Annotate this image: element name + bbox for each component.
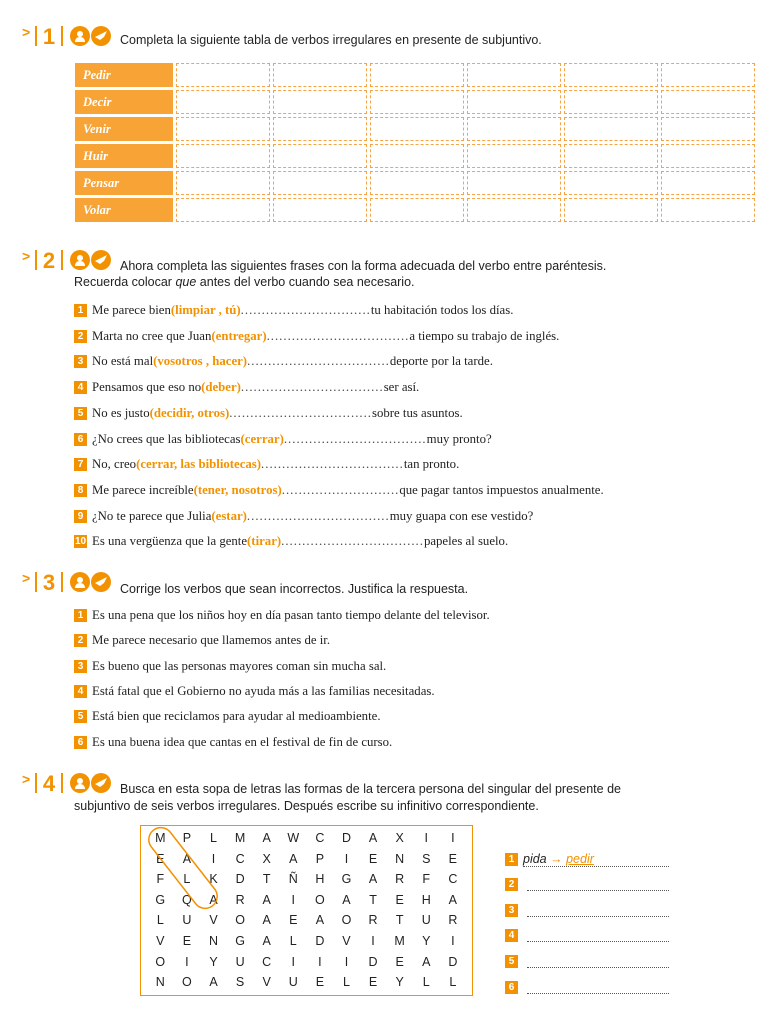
grid-letter[interactable]: C: [315, 831, 325, 845]
sentence-text: Está fatal que el Gobierno no ayuda más a las familias necesitadas.: [92, 683, 435, 698]
sentence-item: [74, 380, 419, 395]
grid-letter[interactable]: I: [318, 954, 322, 969]
grid-letter[interactable]: A: [262, 831, 271, 845]
grid-letter[interactable]: F: [422, 872, 431, 887]
section-3-header: [22, 572, 468, 597]
section-number: 4: [42, 771, 56, 796]
verb-hint: (limpiar , tú): [170, 303, 241, 317]
sentence-text: ¿No te parece que Julia: [92, 508, 212, 523]
grid-letter[interactable]: R: [448, 913, 458, 928]
item-number-badge: 4: [74, 685, 87, 698]
grid-letter[interactable]: E: [368, 975, 378, 990]
grid-letter[interactable]: E: [395, 892, 404, 907]
grid-letter[interactable]: D: [235, 872, 245, 887]
grid-letter[interactable]: C: [262, 954, 272, 969]
answer-blank[interactable]: ..................................: [246, 508, 390, 523]
item-number-badge: 4: [74, 381, 87, 394]
item-number-badge: 3: [505, 904, 518, 917]
chevron-icon: >: [22, 570, 31, 586]
grid-letter[interactable]: A: [315, 913, 325, 928]
grid-letter[interactable]: A: [262, 913, 271, 928]
verb-answer-cell[interactable]: [564, 117, 658, 141]
verb-row: [75, 63, 755, 87]
answer-item: [505, 929, 669, 942]
answer-item: [505, 878, 669, 891]
grid-letter[interactable]: D: [368, 954, 378, 969]
item-number-badge: 1: [74, 304, 87, 317]
answer-blank[interactable]: ..................................: [240, 380, 384, 395]
section-4-header: [22, 773, 621, 797]
verb-answer-cell[interactable]: [370, 117, 464, 141]
chevron-icon: >: [22, 248, 31, 264]
sentence-text: tu habitación todos los días.: [370, 303, 514, 317]
instruction: Completa la siguiente tabla de verbos irregulares en presente de subjuntivo.: [120, 33, 542, 47]
item-number-badge: 5: [74, 407, 87, 420]
item-number-badge: 10: [74, 536, 87, 548]
sentence-item: [74, 329, 559, 344]
verb-answer-cell[interactable]: [370, 90, 464, 114]
verb-label: Huir: [75, 144, 173, 168]
sentence-text: Me parece bien: [92, 303, 171, 317]
grid-letter[interactable]: H: [421, 892, 431, 907]
sentence-text: ¿No crees que las bibliotecas: [92, 431, 241, 446]
bird-icon: [91, 26, 111, 46]
grid-letter[interactable]: R: [235, 892, 245, 907]
grid-row: [147, 972, 466, 993]
verb-hint: (deber): [201, 380, 241, 395]
grid-letter[interactable]: L: [183, 872, 191, 887]
verb-hint: (cerrar): [240, 431, 284, 446]
verb-row: [75, 198, 755, 222]
verb-answer-cell[interactable]: [467, 198, 561, 222]
verb-answer-cell[interactable]: [273, 117, 367, 141]
verb-answer-cell[interactable]: [564, 171, 658, 195]
grid-letter[interactable]: M: [234, 831, 246, 845]
divider: [61, 26, 63, 46]
item-number-badge: 1: [74, 609, 87, 622]
verb-row: [75, 117, 755, 141]
item-number-badge: 6: [505, 981, 518, 994]
sentence-item: [74, 354, 493, 369]
grid-letter[interactable]: E: [289, 913, 298, 928]
grid-letter[interactable]: P: [182, 831, 192, 845]
sentence-item: [74, 432, 492, 447]
verb-answer-cell[interactable]: [370, 171, 464, 195]
sentence-text: sobre tus asuntos.: [372, 405, 463, 420]
grid-letter[interactable]: N: [155, 975, 165, 990]
verb-answer-cell[interactable]: [176, 63, 270, 87]
grid-letter[interactable]: O: [155, 954, 166, 969]
sentence-text: muy pronto?: [426, 431, 492, 446]
sentence-item: [74, 633, 330, 648]
verb-answer-cell[interactable]: [370, 144, 464, 168]
sentence-text: Está bien que reciclamos para ayudar al medioambiente.: [92, 709, 381, 724]
verb-answer-cell[interactable]: [564, 144, 658, 168]
verb-answer-cell[interactable]: [661, 63, 755, 87]
grid-letter[interactable]: I: [211, 851, 216, 866]
instruction: Busca en esta sopa de letras las formas de la tercera persona del singular del presente de: [120, 782, 621, 796]
grid-letter[interactable]: L: [289, 933, 297, 948]
grid-row: [147, 828, 466, 849]
item-number-badge: 5: [74, 710, 87, 723]
sentence-text: Marta no cree que Juan: [92, 328, 212, 343]
answer-blank[interactable]: ..................................: [261, 457, 404, 472]
verb-answer-cell[interactable]: [176, 90, 270, 114]
grid-letter[interactable]: L: [210, 831, 217, 845]
verb-answer-cell[interactable]: [176, 171, 270, 195]
sentence-text: Es bueno que las personas mayores coman sin mucha sal.: [92, 658, 387, 673]
answer-item: [505, 981, 669, 994]
grid-letter[interactable]: I: [424, 831, 428, 845]
instruction: Ahora completa las siguientes frases con la forma adecuada del verbo entre paréntesis.: [120, 259, 607, 273]
verb-answer-cell[interactable]: [176, 117, 270, 141]
verb-answer-cell[interactable]: [370, 198, 464, 222]
grid-row: [147, 849, 466, 870]
sentence-item: [74, 483, 604, 498]
people-icon: [70, 26, 90, 46]
divider: [35, 572, 37, 592]
sentence-text: Me parece increíble: [92, 482, 194, 497]
sentence-text: Es una vergüenza que la gente: [92, 534, 248, 549]
grid-letter[interactable]: T: [369, 892, 377, 907]
activity-icons: [70, 572, 112, 592]
example-form: pida: [523, 852, 547, 866]
item-number-badge: 3: [74, 660, 87, 673]
verb-answer-cell[interactable]: [467, 171, 561, 195]
grid-letter[interactable]: U: [235, 954, 245, 969]
grid-letter[interactable]: L: [156, 913, 164, 928]
answer-blank[interactable]: ..................................: [266, 328, 410, 343]
grid-letter[interactable]: A: [209, 975, 218, 990]
activity-icons: [70, 250, 112, 270]
grid-letter[interactable]: R: [368, 913, 378, 928]
sentence-text: Me parece necesario que llamemos antes de ir.: [92, 633, 331, 648]
answer-blank[interactable]: ..................................: [283, 431, 427, 446]
verb-answer-cell[interactable]: [273, 144, 367, 168]
chevron-icon: >: [22, 771, 31, 787]
grid-letter[interactable]: O: [314, 892, 325, 907]
people-icon: [70, 250, 90, 270]
grid-letter[interactable]: A: [262, 892, 271, 907]
sentence-item: [74, 534, 508, 549]
sentence-text: a tiempo su trabajo de inglés.: [409, 328, 560, 343]
answer-blank[interactable]: ..................................: [281, 534, 424, 549]
verb-answer-cell[interactable]: [467, 63, 561, 87]
arrow-icon: →: [550, 852, 563, 866]
answer-blank[interactable]: ..................................: [247, 354, 390, 369]
grid-letter[interactable]: E: [395, 954, 404, 969]
item-number-badge: 1: [505, 853, 518, 866]
item-number-badge: 9: [74, 510, 87, 523]
grid-letter[interactable]: N: [208, 933, 218, 948]
sentence-text: papeles al suelo.: [423, 534, 509, 549]
grid-letter[interactable]: I: [185, 954, 189, 969]
answer-line[interactable]: [527, 929, 669, 942]
verb-hint: (vosotros , hacer): [153, 354, 248, 369]
verb-answer-cell[interactable]: [176, 198, 270, 222]
grid-letter[interactable]: A: [209, 892, 218, 907]
sentence-item: [74, 735, 392, 750]
sentence-text: Es una pena que los niños hoy en día pasan tanto tiempo delante del televisor.: [92, 608, 490, 622]
answer-line[interactable]: [527, 878, 669, 891]
verb-hint: (cerrar, las bibliotecas): [136, 457, 262, 472]
verb-table: [72, 60, 758, 225]
grid-letter[interactable]: C: [235, 851, 245, 866]
verb-label: Venir: [75, 117, 173, 141]
grid-letter[interactable]: O: [235, 913, 245, 928]
grid-letter[interactable]: D: [315, 933, 325, 948]
answer-line[interactable]: [527, 955, 669, 968]
people-icon: [70, 773, 90, 793]
verb-answer-cell[interactable]: [467, 144, 561, 168]
grid-letter[interactable]: L: [342, 975, 350, 990]
verb-label: Pedir: [75, 63, 173, 87]
divider: [61, 250, 63, 270]
verb-answer-cell[interactable]: [661, 198, 755, 222]
item-number-badge: 2: [505, 878, 518, 891]
item-number-badge: 7: [74, 458, 87, 471]
divider: [35, 26, 37, 46]
answer-blank[interactable]: ...............................: [240, 303, 371, 317]
grid-letter[interactable]: A: [342, 892, 351, 907]
verb-hint: (estar): [211, 508, 247, 523]
sentence-item: [74, 684, 435, 699]
sentence-item: [74, 406, 463, 421]
example-infinitive: pedir: [566, 852, 594, 866]
section-number: 3: [42, 570, 56, 595]
item-number-badge: 6: [74, 433, 87, 446]
verb-answer-cell[interactable]: [661, 90, 755, 114]
verb-answer-cell[interactable]: [564, 198, 658, 222]
answer-blank[interactable]: ..................................: [229, 405, 372, 420]
divider: [35, 773, 37, 793]
grid-letter[interactable]: I: [371, 933, 375, 948]
grid-letter[interactable]: A: [182, 851, 192, 866]
verb-label: Volar: [75, 198, 173, 222]
grid-letter[interactable]: M: [155, 831, 166, 845]
word-search-grid: [140, 825, 473, 996]
answer-blank[interactable]: ............................: [281, 482, 400, 497]
sentence-text: deporte por la tarde.: [389, 354, 493, 369]
section-1-header: [22, 26, 542, 48]
grid-letter[interactable]: U: [288, 975, 298, 990]
sentence-item: [74, 509, 533, 524]
grid-letter[interactable]: E: [156, 851, 165, 866]
grid-letter[interactable]: G: [341, 872, 352, 887]
instruction: Corrige los verbos que sean incorrectos. Justifica la respuesta.: [120, 582, 469, 596]
grid-letter[interactable]: I: [344, 954, 349, 969]
verb-answer-cell[interactable]: [564, 63, 658, 87]
grid-letter[interactable]: G: [155, 892, 166, 907]
grid-letter[interactable]: Y: [395, 975, 404, 990]
grid-letter[interactable]: E: [182, 933, 192, 948]
grid-row: [147, 952, 466, 973]
verb-answer-cell[interactable]: [467, 117, 561, 141]
grid-letter[interactable]: E: [368, 851, 378, 866]
item-number-badge: 6: [74, 736, 87, 749]
grid-letter[interactable]: Y: [422, 933, 431, 948]
chevron-icon: >: [22, 24, 31, 40]
verb-hint: (decidir, otros): [149, 405, 230, 420]
sentence-text: Pensamos que eso no: [92, 380, 202, 395]
grid-letter[interactable]: I: [451, 831, 455, 845]
grid-letter[interactable]: F: [156, 872, 165, 887]
item-number-badge: 3: [74, 355, 87, 368]
sentence-text: Es una buena idea que cantas en el festival de fin de curso.: [92, 734, 393, 749]
verb-row: [75, 171, 755, 195]
sentence-item: [74, 457, 459, 472]
grid-row: [147, 910, 466, 931]
answer-item: [505, 852, 669, 867]
grid-letter[interactable]: W: [287, 831, 300, 845]
grid-letter[interactable]: S: [422, 851, 431, 866]
grid-letter[interactable]: K: [209, 872, 218, 887]
grid-letter[interactable]: V: [156, 933, 165, 948]
sentence-item: [74, 303, 513, 318]
verb-answer-cell[interactable]: [661, 171, 755, 195]
activity-icons: [70, 773, 112, 793]
verb-row: [75, 144, 755, 168]
section-number: 2: [42, 248, 56, 273]
grid-letter[interactable]: I: [291, 954, 295, 969]
grid-letter[interactable]: C: [448, 872, 458, 887]
item-number-badge: 4: [505, 929, 518, 942]
grid-letter[interactable]: V: [342, 933, 351, 948]
verb-row: [75, 90, 755, 114]
sentence-item: [74, 608, 490, 623]
example-answer: [523, 852, 669, 867]
grid-letter[interactable]: S: [235, 975, 245, 990]
sentence-text: que pagar tantos impuestos anualmente.: [399, 482, 604, 497]
verb-answer-cell[interactable]: [176, 144, 270, 168]
verb-answer-cell[interactable]: [273, 171, 367, 195]
grid-letter[interactable]: I: [451, 933, 455, 948]
verb-answer-cell[interactable]: [273, 63, 367, 87]
grid-letter[interactable]: I: [344, 851, 349, 866]
grid-letter[interactable]: D: [341, 831, 351, 845]
grid-letter[interactable]: A: [368, 872, 378, 887]
grid-letter[interactable]: L: [422, 975, 430, 990]
item-number-badge: 2: [74, 330, 87, 343]
grid-letter[interactable]: X: [395, 831, 404, 845]
instruction-line-2: subjuntivo de seis verbos irregulares. Después escribe su infinitivo correspondiente.: [74, 799, 539, 813]
grid-letter[interactable]: A: [289, 851, 298, 866]
grid-letter[interactable]: P: [315, 851, 325, 866]
verb-answer-cell[interactable]: [564, 90, 658, 114]
sentence-text: No es justo: [92, 405, 150, 420]
answer-item: [505, 904, 669, 917]
sentence-item: [74, 659, 386, 674]
section-2-header: [22, 250, 606, 274]
grid-letter[interactable]: N: [395, 851, 405, 866]
grid-letter[interactable]: M: [394, 933, 405, 948]
verb-answer-cell[interactable]: [467, 90, 561, 114]
divider: [35, 250, 37, 270]
verb-answer-cell[interactable]: [370, 63, 464, 87]
grid-letter[interactable]: O: [341, 913, 352, 928]
item-number-badge: 5: [505, 955, 518, 968]
instruction-line-2: Recuerda colocar que antes del verbo cuando sea necesario.: [74, 275, 415, 289]
grid-letter[interactable]: A: [448, 892, 457, 907]
verb-label: Decir: [75, 90, 173, 114]
verb-answer-cell[interactable]: [661, 117, 755, 141]
verb-hint: (tirar): [247, 534, 282, 549]
sentence-text: muy guapa con ese vestido?: [389, 508, 534, 523]
grid-letter[interactable]: E: [315, 975, 325, 990]
bird-icon: [91, 250, 111, 270]
grid-letter[interactable]: E: [448, 851, 457, 866]
people-icon: [70, 572, 90, 592]
grid-letter[interactable]: T: [395, 913, 404, 928]
verb-hint: (entregar): [211, 328, 267, 343]
sentence-item: [74, 709, 381, 724]
grid-letter[interactable]: Ñ: [288, 872, 298, 887]
grid-letter[interactable]: A: [422, 954, 431, 969]
verb-label: Pensar: [75, 171, 173, 195]
grid-letter[interactable]: X: [262, 851, 271, 866]
grid-letter[interactable]: Y: [209, 954, 218, 969]
divider: [61, 572, 63, 592]
bird-icon: [91, 572, 111, 592]
verb-answer-cell[interactable]: [273, 198, 367, 222]
grid-letter[interactable]: A: [368, 831, 378, 845]
sentence-text: tan pronto.: [403, 457, 460, 472]
grid-letter[interactable]: Q: [182, 892, 192, 907]
verb-hint: (tener, nosotros): [193, 482, 282, 497]
bird-icon: [91, 773, 111, 793]
sentence-text: No está mal: [92, 354, 154, 369]
grid-letter[interactable]: U: [421, 913, 431, 928]
answer-line[interactable]: [527, 981, 669, 994]
grid-letter[interactable]: G: [235, 933, 245, 948]
grid-letter[interactable]: L: [449, 975, 457, 990]
answer-line[interactable]: [527, 904, 669, 917]
verb-answer-cell[interactable]: [661, 144, 755, 168]
grid-letter[interactable]: A: [262, 933, 271, 948]
grid-letter[interactable]: U: [182, 913, 192, 928]
sentence-text: ser así.: [383, 380, 420, 395]
grid-letter[interactable]: V: [209, 913, 218, 928]
item-number-badge: 8: [74, 484, 87, 497]
grid-letter[interactable]: I: [291, 892, 295, 907]
grid-letter[interactable]: T: [262, 872, 271, 887]
grid-letter[interactable]: H: [315, 872, 325, 887]
grid-letter[interactable]: R: [395, 872, 405, 887]
grid-letter[interactable]: O: [182, 975, 192, 990]
activity-icons: [70, 26, 112, 46]
grid-letter[interactable]: V: [262, 975, 271, 990]
grid-row: [147, 931, 466, 952]
verb-answer-cell[interactable]: [273, 90, 367, 114]
sentence-text: No, creo: [92, 457, 137, 472]
section-number: 1: [42, 24, 56, 49]
grid-row: [147, 869, 466, 890]
item-number-badge: 2: [74, 634, 87, 647]
grid-letter[interactable]: D: [448, 954, 458, 969]
divider: [61, 773, 63, 793]
grid-row: [147, 890, 466, 911]
answer-item: [505, 955, 669, 968]
